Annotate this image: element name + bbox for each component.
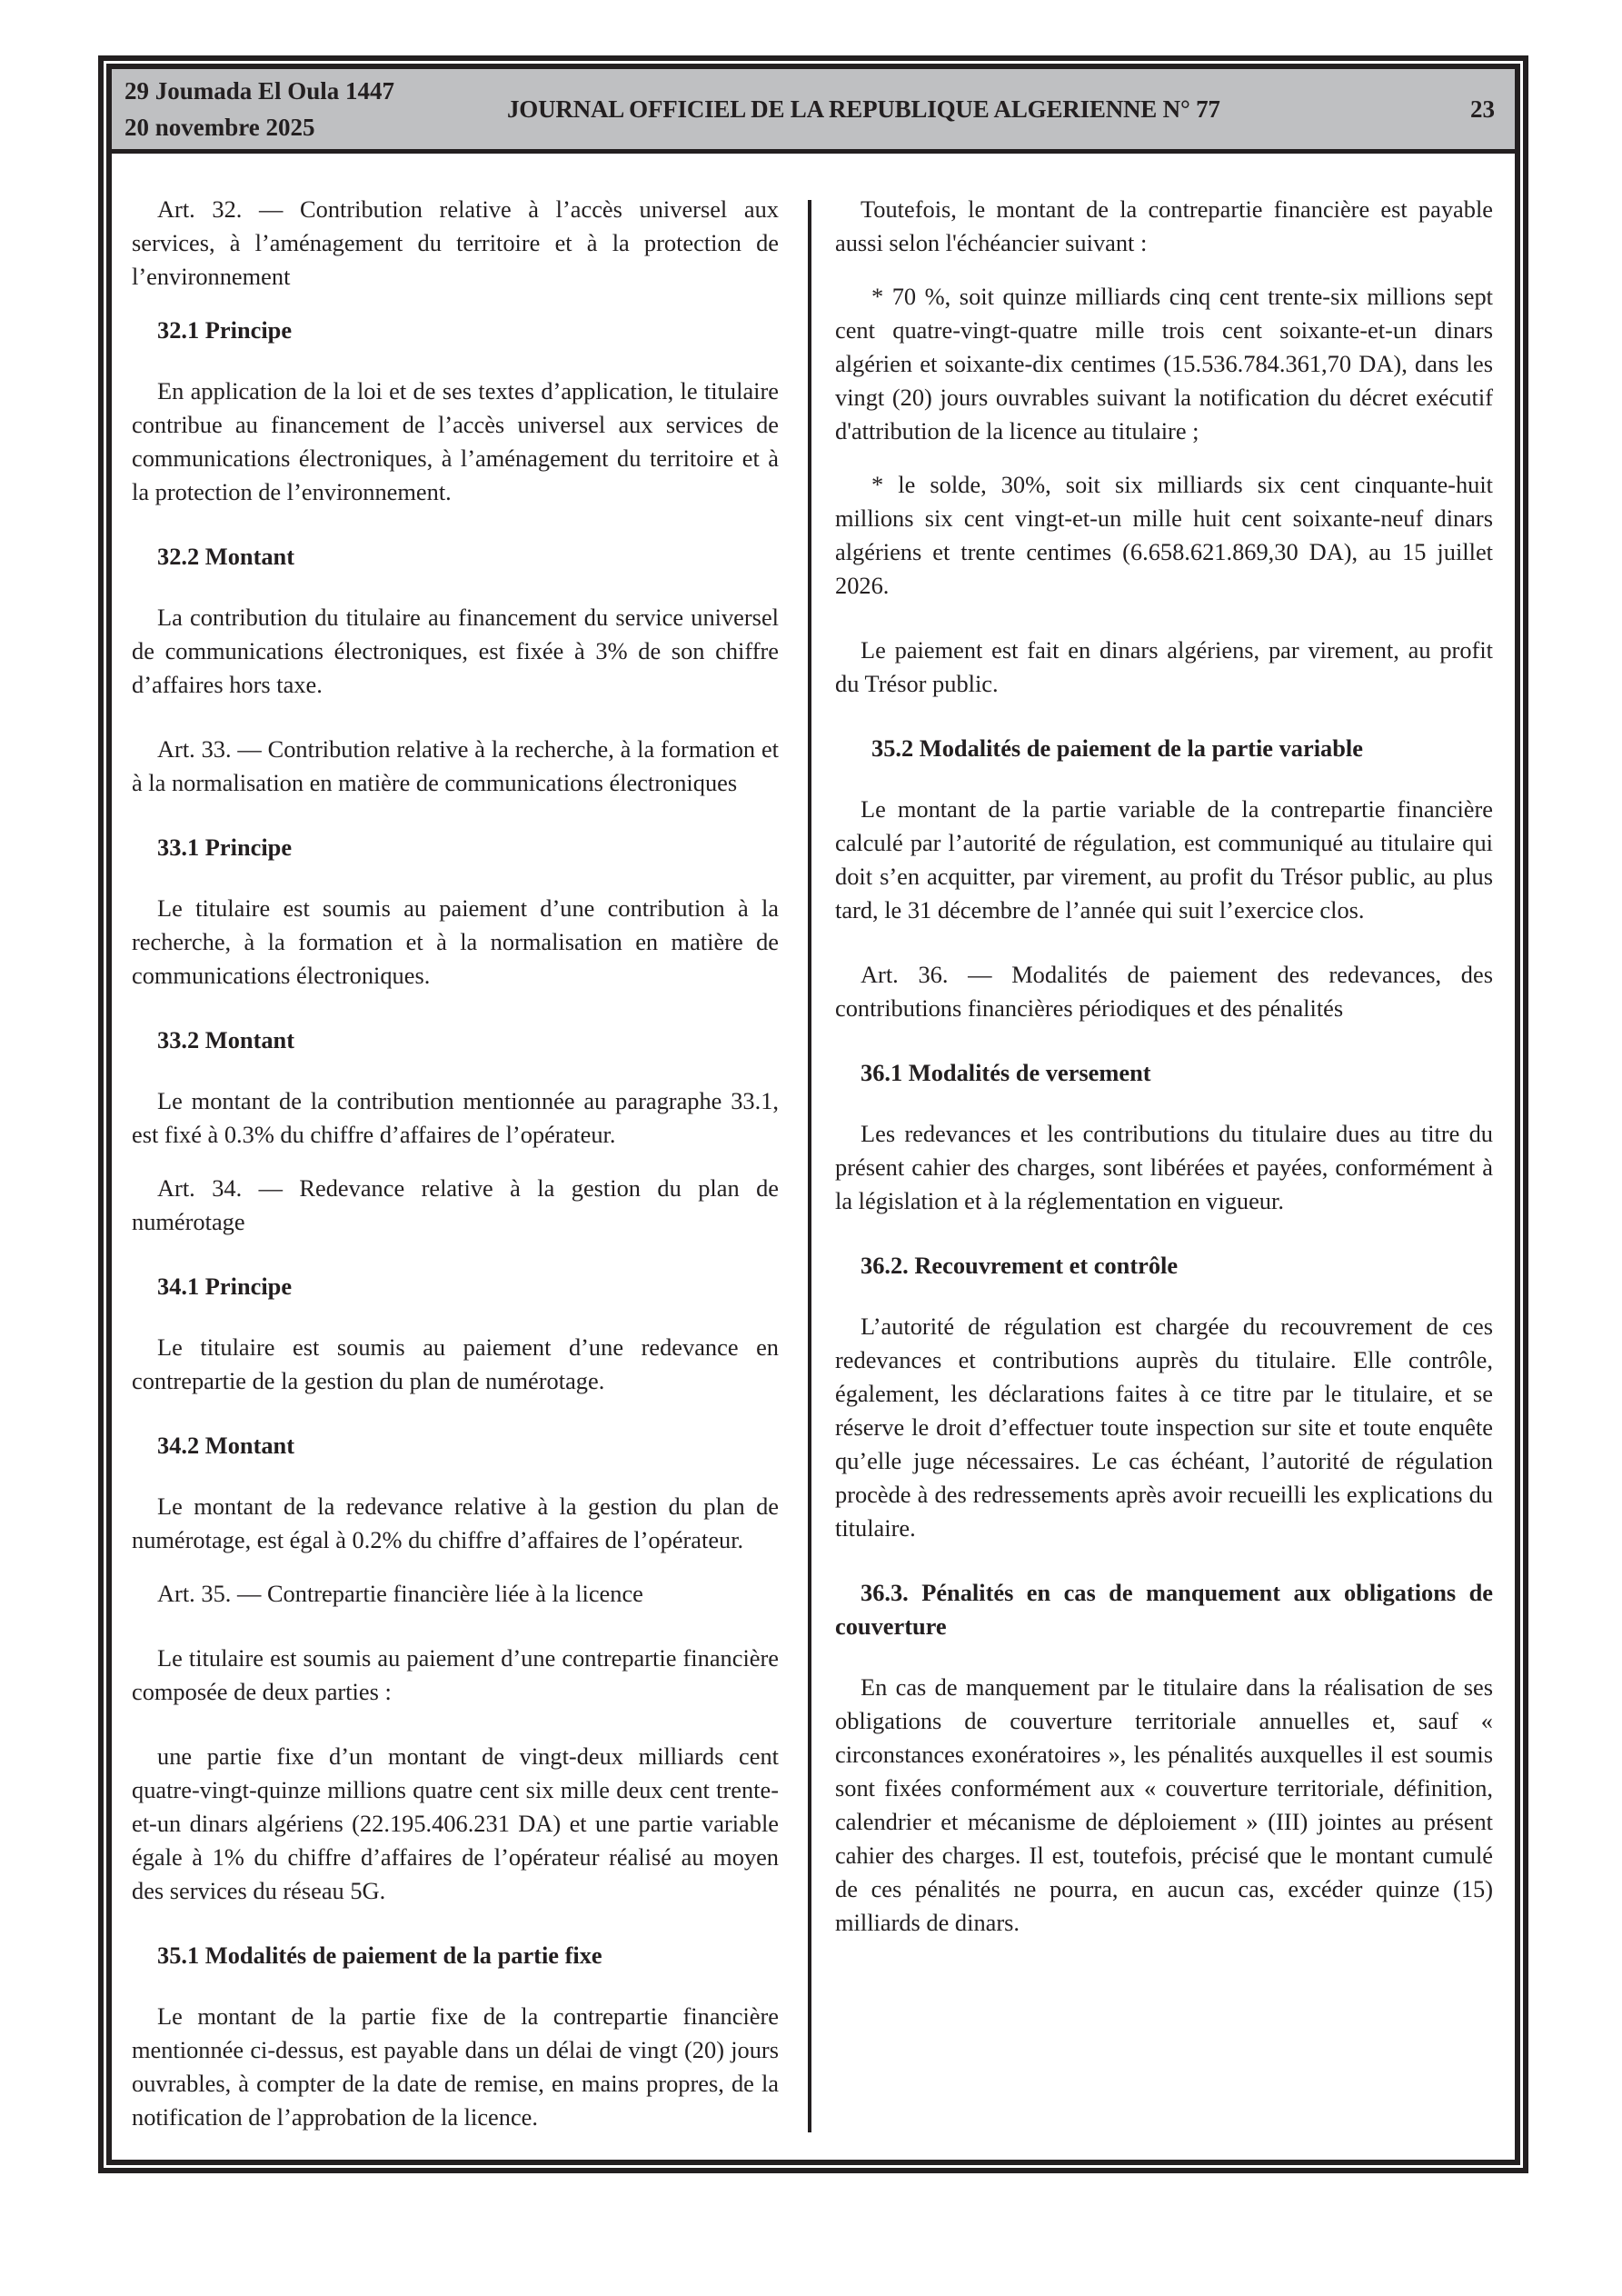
paragraph: Les redevances et les contributions du titulaire dues au titre du présent cahier des charges, sont libérées et payées, conformément à la législation et à la réglementation en vigueur. — [835, 1120, 1493, 1214]
right-column — [835, 193, 1493, 1960]
section-heading: 32.1 Principe — [157, 316, 293, 344]
section-heading: 33.2 Montant — [157, 1026, 295, 1053]
paragraph: En cas de manquement par le titulaire dans la réalisation de ses obligations de couverture territoriale annuelles et, sauf « circonstances exonératoires », les pénalités auxquelles il est soumis sont fixées conformément aux « couverture territoriale, définition, calendrier et mécanisme de déploiement » (III) jointes au présent cahier des charges. Il est, toutefois, précisé que le montant cumulé de ces pénalités ne pourra, en aucun cas, excéder quinze (15) milliards de dinars. — [835, 1673, 1493, 1936]
section-heading: 36.1 Modalités de versement — [861, 1059, 1151, 1086]
paragraph: L’autorité de régulation est chargée du recouvrement de ces redevances et contributions auprès du titulaire. Elle contrôle, également, les déclarations faites à ce titre par le titulaire, et se réserve le droit d’effectuer toute inspection sur site et toute enquête qu’elle juge nécessaires. Le cas échéant, l’autorité de régulation procède à des redressements après avoir recueilli les explications du titulaire. — [835, 1313, 1493, 1542]
paragraph: Le titulaire est soumis au paiement d’une redevance en contrepartie de la gestion du plan de numérotage. — [132, 1333, 779, 1394]
article-heading: Art. 33. — Contribution relative à la recherche, à la formation et à la normalisation en matière de communications électroniques — [132, 735, 779, 796]
section-heading: 36.3. Pénalités en cas de manquement aux obligations de couverture — [835, 1579, 1493, 1640]
paragraph: Le montant de la partie variable de la contrepartie financière calculé par l’autorité de régulation, est communiqué au titulaire qui doit s’en acquitter, par virement, au profit du Trésor public, au plus tard, le 31 décembre de l’année qui suit l’exercice clos. — [835, 795, 1493, 923]
paragraph: * 70 %, soit quinze milliards cinq cent trente-six millions sept cent quatre-vingt-quatre mille trois cent soixante-et-un dinars algérien et soixante-dix centimes (15.536.784.361,70 DA), dans les vingt (20) jours ouvrables suivant la notification du décret exécutif d'attribution de la licence au titulaire ; — [835, 283, 1493, 444]
paragraph: Le montant de la redevance relative à la gestion du plan de numérotage, est égal à 0.2% du chiffre d’affaires de l’opérateur. — [132, 1492, 779, 1553]
gregorian-date: 20 novembre 2025 — [124, 114, 315, 141]
journal-title: JOURNAL OFFICIEL DE LA REPUBLIQUE ALGERIENNE N° 77 — [507, 95, 1220, 123]
section-heading: 36.2. Recouvrement et contrôle — [861, 1252, 1179, 1279]
paragraph: Le titulaire est soumis au paiement d’une contribution à la recherche, à la formation et à la normalisation en matière de communications électroniques. — [132, 894, 779, 989]
section-heading: 33.1 Principe — [157, 834, 293, 861]
paragraph: Le montant de la partie fixe de la contrepartie financière mentionnée ci-dessus, est payable dans un délai de vingt (20) jours ouvrables, à compter de la date de remise, en mains propres, de la notification de l’approbation de la licence. — [132, 2002, 779, 2131]
page-header — [112, 69, 1515, 154]
section-heading: 34.1 Principe — [157, 1273, 293, 1300]
article-heading: Art. 32. — Contribution relative à l’accès universel aux services, à l’aménagement du territoire et à la protection de l’environnement — [132, 195, 779, 290]
page-number: 23 — [1470, 95, 1495, 123]
paragraph: Le montant de la contribution mentionnée au paragraphe 33.1, est fixé à 0.3% du chiffre d’affaires de l’opérateur. — [132, 1087, 779, 1148]
hijri-date: 29 Joumada El Oula 1447 — [124, 77, 395, 105]
paragraph: * le solde, 30%, soit six milliards six cent cinquante-huit millions six cent vingt-et-un mille huit cent soixante-neuf dinars algériens et trente centimes (6.658.621.869,30 DA), au 15 juillet 2026. — [835, 471, 1493, 599]
section-heading: 35.1 Modalités de paiement de la partie fixe — [157, 1942, 602, 1969]
paragraph: La contribution du titulaire au financement du service universel de communications électroniques, est fixée à 3% de son chiffre d’affaires hors taxe. — [132, 604, 779, 698]
article-heading: Art. 34. — Redevance relative à la gestion du plan de numérotage — [132, 1174, 779, 1235]
article-heading: Art. 35. — Contrepartie financière liée à la licence — [157, 1580, 643, 1607]
column-divider — [808, 200, 811, 2132]
paragraph: En application de la loi et de ses textes d’application, le titulaire contribue au financement de l’accès universel aux services de communications électroniques, à l’aménagement du territoire et à la protection de l’environnement. — [132, 377, 779, 505]
section-heading: 35.2 Modalités de paiement de la partie variable — [871, 734, 1363, 762]
paragraph: Toutefois, le montant de la contrepartie financière est payable aussi selon l'échéancier suivant : — [835, 195, 1493, 256]
paragraph: Le titulaire est soumis au paiement d’une contrepartie financière composée de deux parties : — [132, 1644, 779, 1705]
left-column — [132, 193, 779, 2154]
section-heading: 34.2 Montant — [157, 1432, 295, 1459]
header-dates — [124, 73, 394, 145]
paragraph: une partie fixe d’un montant de vingt-deux milliards cent quatre-vingt-quinze millions quatre cent six mille deux cent trente-et-un dinars algériens (22.195.406.231 DA) et une partie variable égale à 1% du chiffre d’affaires de l’opérateur réalisé au moyen des services du réseau 5G. — [132, 1742, 779, 1904]
paragraph: Le paiement est fait en dinars algériens, par virement, au profit du Trésor public. — [835, 636, 1493, 697]
article-heading: Art. 36. — Modalités de paiement des redevances, des contributions financières périodiques et des pénalités — [835, 961, 1493, 1022]
section-heading: 32.2 Montant — [157, 543, 295, 570]
